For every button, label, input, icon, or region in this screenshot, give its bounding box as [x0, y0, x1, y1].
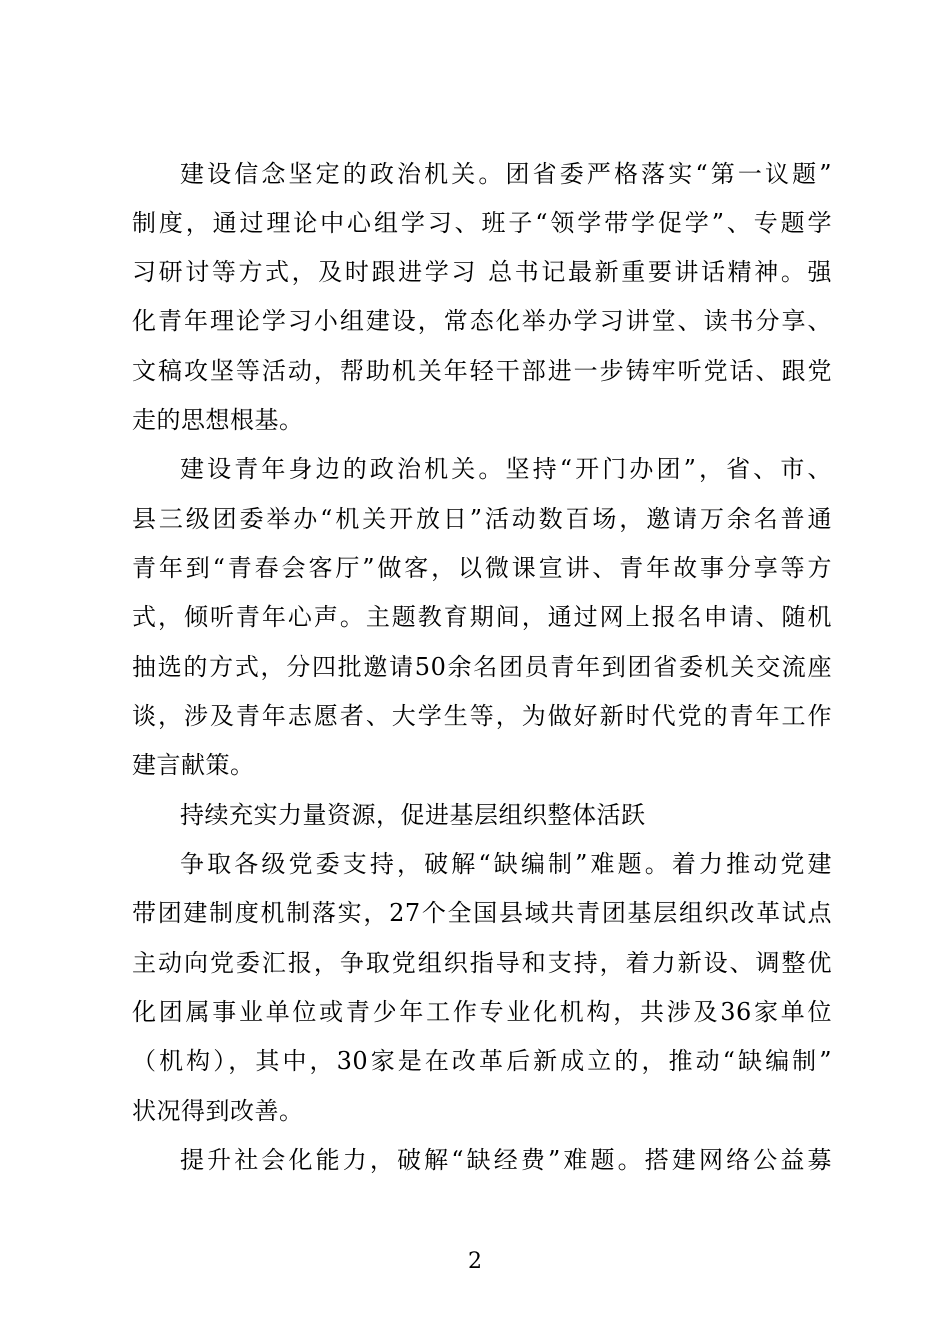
paragraph-1-line-3: 习研讨等方式，及时跟进学习 总书记最新重要讲话精神。强 [132, 258, 832, 286]
paragraph-2-line-1: 建设青年身边的政治机关。坚持“开门办团”，省、市、 [180, 455, 832, 483]
paragraph-1-line-2: 制度，通过理论中心组学习、班子“领学带学促学”、专题学 [132, 209, 832, 237]
paragraph-3-line-5: （机构），其中，30家是在改革后新成立的，推动“缺编制” [132, 1047, 832, 1075]
paragraph-1-line-4: 化青年理论学习小组建设，常态化举办学习讲堂、读书分享、 [132, 307, 832, 335]
paragraph-2-line-2: 县三级团委举办“机关开放日”活动数百场，邀请万余名普通 [132, 505, 832, 533]
paragraph-2-line-6: 谈，涉及青年志愿者、大学生等，为做好新时代党的青年工作 [132, 702, 832, 730]
paragraph-2-line-5: 抽选的方式，分四批邀请50余名团员青年到团省委机关交流座 [132, 653, 832, 681]
paragraph-1-line-5: 文稿攻坚等活动，帮助机关年轻干部进一步铸牢听党话、跟党 [132, 357, 832, 385]
paragraph-3-line-1: 争取各级党委支持，破解“缺编制”难题。着力推动党建 [180, 850, 832, 878]
paragraph-4-line-1: 提升社会化能力，破解“缺经费”难题。搭建网络公益募 [180, 1146, 832, 1174]
section-heading: 持续充实力量资源，促进基层组织整体活跃 [180, 801, 646, 829]
paragraph-1-line-6: 走的思想根基。 [132, 406, 304, 434]
paragraph-3-line-2: 带团建制度机制落实，27个全国县域共青团基层组织改革试点 [132, 899, 832, 927]
paragraph-2-line-3: 青年到“青春会客厅”做客，以微课宣讲、青年故事分享等方 [132, 554, 832, 582]
paragraph-3-line-6: 状况得到改善。 [132, 1097, 304, 1125]
paragraph-3-line-3: 主动向党委汇报，争取党组织指导和支持，着力新设、调整优 [132, 949, 832, 977]
paragraph-2-line-4: 式，倾听青年心声。主题教育期间，通过网上报名申请、随机 [132, 603, 832, 631]
page-number: 2 [468, 1249, 482, 1274]
paragraph-1-line-1: 建设信念坚定的政治机关。团省委严格落实“第一议题” [180, 160, 832, 188]
paragraph-2-line-7: 建言献策。 [132, 751, 255, 779]
paragraph-3-line-4: 化团属事业单位或青少年工作专业化机构，共涉及36家单位 [132, 998, 832, 1026]
